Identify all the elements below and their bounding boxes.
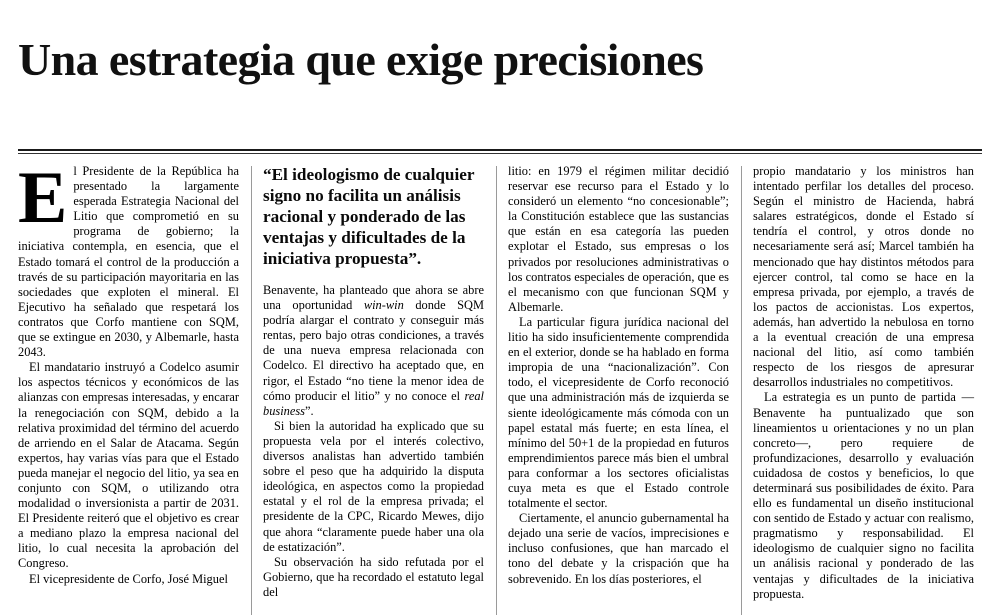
paragraph: La particular figura jurídica nacional del litio ha sido insuficientemente comprendida en el exterior, donde se ha hablado en forma impropia de una “nacionalización”. Con todo, el vicepresidente de Corfo reconoció que una administración más de izquierda se siente ideológicamente más cómoda con un papel estatal más fuerte; en esta línea, el mínimo del 50+1 de la propiedad en futuros emprendimientos parece más bien el umbral para conformar a los sectores oficialistas cuya meta es que el Estado controle totalmente el sector. — [508, 314, 729, 511]
article-column-2 — [251, 164, 496, 615]
article-columns — [18, 164, 986, 615]
article-column-3 — [496, 164, 741, 615]
paragraph: El vicepresidente de Corfo, José Miguel — [29, 571, 228, 586]
paragraph: Su observación ha sido refutada por el Gobierno, que ha recordado el estatuto legal del — [263, 554, 484, 599]
pull-quote: “El ideologismo de cualquier signo no facilita un análisis racional y ponderado de las ventajas y dificultades de la iniciativa propuesta”. — [263, 165, 475, 268]
drop-cap: E — [18, 164, 68, 239]
article-column-1 — [18, 164, 251, 615]
paragraph — [18, 164, 239, 360]
header-divider-thin — [18, 153, 982, 154]
paragraph: El mandatario instruyó a Codelco asumir los aspectos técnicos y económicos de las alianzas con empresas interesadas, y encarar la renegociación con SQM, debido a la relativa proximidad del término del acuerdo de arriendo en el Salar de Atacama. Según expertos, hay varias vías para que el Estado pueda manejar el negocio del litio, ya sea en conjunto con SQM, o utilizando otra modalidad o inversionista a partir de 2031. El Presidente reiteró que el objetivo es crear a mediano plazo la empresa nacional del litio, lo cual necesita la aprobación del Congreso. — [18, 360, 239, 571]
article-column-4 — [741, 164, 986, 615]
paragraph: La estrategia es un punto de partida —Benavente ha puntualizado que son lineamientos u orientaciones y no un plan concreto—, pero requiere de profundizaciones, desarrollo y evaluación cuidadosa de costos y beneficios, lo que determinará sus posibilidades de éxito. Para ello es fundamental un diseño institucional con sentido de Estado y actuar con realismo, pragmatismo y responsabilidad. El ideologismo de cualquier signo no facilita un análisis racional y ponderado de las ventajas y dificultades de la iniciativa propuesta. — [753, 390, 974, 601]
article-page — [0, 36, 1000, 615]
header-divider — [18, 149, 982, 151]
paragraph: Si bien la autoridad ha explicado que su propuesta vela por el interés colectivo, diversos analistas han advertido también sobre el peso que ha adquirido la disputa ideológica, en aspectos como la propiedad estatal y el rol de la empresa privada; el presidente de la CPC, Ricardo Mewes, dijo que ahora “claramente puede haber una ola de estatización”. — [263, 418, 484, 554]
page-title: Una estrategia que exige precisiones — [18, 34, 704, 85]
paragraph: propio mandatario y los ministros han intentado perfilar los detalles del proceso. Según el ministro de Hacienda, habrá salares estratégicos, donde el Estado sí tendría el control, y otros donde no necesariamente será así; Marcel también ha mencionado que hay distintos métodos para ejercer control, tal como se hace en la empresa privada, por ejemplo, a través de los pactos de accionistas. Los expertos, además, han advertido la nebulosa en torno a la eventual creación de una empresa nacional del litio, así como también respecto de los riesgos de apresurar desarrollos industriales no competitivos. — [753, 164, 974, 390]
paragraph: litio: en 1979 el régimen militar decidió reservar ese recurso para el Estado y lo consideró un elemento “no concesionable”; la Constitución establece que las sustancias que están en esa categoría las pueden explotar el Estado, sus empresas o los privados por resoluciones administrativas o los contratos especiales de operación, que es el mecanismo con que funcionan SQM y Albemarle. — [508, 164, 729, 314]
paragraph: Ciertamente, el anuncio gubernamental ha dejado una serie de vacíos, imprecisiones e incluso confusiones, que han marcado el tono del debate y la crispación que ha sobrevenido. En los días posteriores, el — [508, 511, 729, 586]
paragraph-text: l Presidente de la República ha presentado la largamente esperada Estrategia Nacional del Litio que comprometió en su programa de gobierno; la iniciativa contempla, en esencia, que el Estado tomará el control de la producción a través de su participación mayoritaria en las sociedades que exploten el mineral. El Ejecutivo ha señalado que respetará los contratos que Corfo mantiene con SQM, que se extingue en 2030, y Albemarle, hasta 2043. — [18, 164, 239, 360]
paragraph: Benavente, ha planteado que ahora se abre una oportunidad win-win donde SQM podría alargar el contrato y conseguir más rentas, pero bajo otras condiciones, a través de una nueva empresa relacionada con Codelco. El directivo ha aceptado que, en rigor, el Estado “no tiene la menor idea de cómo producir el litio” y no conoce el real business”. — [263, 283, 484, 418]
